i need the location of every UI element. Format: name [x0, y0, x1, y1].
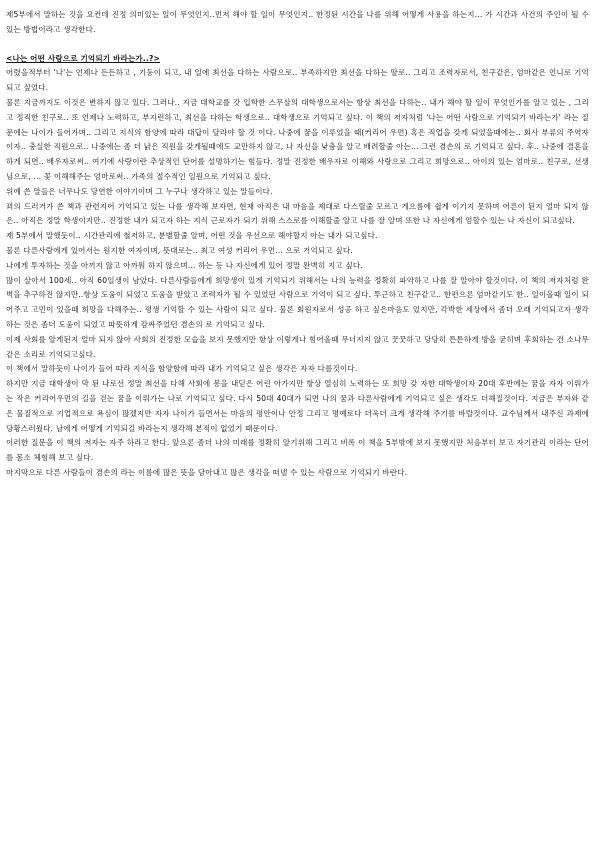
body-paragraph: 위에 쓴 말들은 너무나도 당연한 이야기이며 그 누구나 생각하고 있는 말들이다. [6, 186, 273, 196]
body-paragraph: 꾀의 드러거가 쓴 책과 관련지어 기억되고 있는 나를 생각해 보자면, 현재 아직은 내 마음을 제대로 다스릴줄 모르고 게으름에 쉽게 이기지 못하며 어른이 된지 얼마 되지 않은.. 아직은 정말 학생이지만.. 진정한 내가 되고자 하는 지식 근로자가 되기 위해 스스로를 이해할줄 알고 나를 잘 알며 또한 나 자신에게 엄할수 있는 나 자신이 되고싶다. [6, 201, 589, 226]
body-paragraph: 이제 사회를 알게된지 얼마 되지 않아 사회의 진정한 모습을 보지 못했지만 항상 이렇게나 힘어올때 무너지지 않고 꿋꿋하고 당당히 튼튼하게 방을 굳히며 후회하는 건 소나무같은 소리로 기억되고싶다. [6, 334, 589, 359]
intro-paragraph: 제5부에서 말하는 것을 요컨데 진정 의미있는 일이 무엇인지..먼저 해야 할 일이 무엇인지.. 한정된 시간을 나를 위해 어떻게 사용을 하는지... 가 시간과 사건의 주인이 될 수 있는 방법이라고 생각한다. [6, 10, 589, 34]
body-paragraph: 물론 다른사람에게 있어서는 원지한 여자이며, 뜻대로는.. 최고 여성 커리어 우먼... 으로 기억되고 싶다. [6, 245, 353, 255]
section-heading: <나는 어떤 사람으로 기억되기 바라는가..?> [6, 53, 160, 63]
body-paragraph: 하지만 지금 대학생이 막 된 나로선 정말 최선을 다해 사회에 봉을 내딛은 어린 아가지만 항상 열심히 노력하는 또 희망 갖 자한 대학생이자 20대 후반에는 꿈을 자자 이뤄가는 작은 커리어우먼의 길을 걷는 꿈을 이뤄가는 나로 기억되고 싶다. 다시 50대 40대가 되면 나의 꿈과 다른사람에게 기억되고 싶은 생각도 더해질것이다. 지금은 부자와 같은 물질적으로 기업적으로 욕심이 많겠지만 자자 나이가 들면서는 마음의 평안이나 안정 그리고 명예로다 더욱더 크게 생각해 주기를 바랄것이다. 교수님께서 내주신 과제에 당황스러웠다. 남에게 어떻게 기억되길 바라는지 생각해 본적이 없었기 때문이다. [6, 379, 589, 433]
body-paragraph: 제 5부에서 말했듯이.. 시간관리에 철저하고, 분별할줄 알며, 어떤 것을 우선으로 해야할지 아는 내가 되고싶다. [6, 231, 378, 241]
body-paragraph: 이러한 질문을 이 책의 저자는 자주 하라고 한다. 앞으론 좀더 나의 미래를 정확히 알기위해 그리고 비록 이 책을 5부밖에 보지 못했지만 처음부터 보고 자기관리 이라는 단어를 몸소 체험해 보고 싶다. [6, 438, 589, 463]
body-paragraph: 물론 지금까지도 이것은 변하지 않고 있다. 그러나.. 지금 대학교를 갓 입학한 스무살의 대학생으로서는 항상 최선을 다하는.. 내가 해야 할 일이 무엇인가를 알고 있는 , 그리고 정직한 친구로.. 또 언제나 노력하고, 부지런하고, 최선을 다하는 학생으로.. 대학생으로 기억되고 싶다. 이 책의 저자처럼 '나는 어떤 사람으로 기억되기 바라는가' 라는 질문에는 나이가 들어가며.. 그리고 지식의 함양에 따라 대답이 달라야 할 것 이다. 나중에 꿈을 이루었을 때(커리어 우먼) 혹은 직업을 갖게 되었을때에는.. 회사 부류의 주역자 이자.. 충실한 직원으로.. 나중에는 좀 더 낡은 직원을 갖게될때에도 교만하지 않고, 나 자신을 낮춤을 알고 배려할줄 아는... 그런 겸손의 로 기억되고 싶다. 후.. 나중에 결혼을 하게 되면.. 배우자로써.. 여기에 사랑이란 추상적인 단어를 설명하기는 힘들다. 정말 진정한 배우자로 이해와 사랑으로 그리고 희망으로.. 아이의 있는 엄마로.. 친구로, 선생님으로, ... 꽃 이해해주는 엄마로써.. 가족의 절수적인 일원으로 기억되고 싶다. [6, 97, 589, 181]
body-paragraph: 어렸을적부터 '나'는 언제나 든든하고 , 기둥이 되고, 내 일에 최선을 다하는 사람으로.. 부족하지만 최선을 다하는 딸로.. 그리고 조력자로서, 친구같은, 엄마같은 언니로 기억되고 싶었다. [6, 68, 589, 93]
body-paragraph: 마지막으로 다른 사람들이 겸손의 라는 이름에 많은 뜻을 담아내고 많은 생각을 떠낼 수 있는 사람으로 기억되기 바란다. [6, 467, 408, 477]
body-paragraph: 이 책에서 말하듯이 나이가 들어 따라 지식을 함양함에 따라 내가 기억되고 싶은 생각은 자자 다를것이다. [6, 364, 358, 374]
document-body [6, 8, 589, 481]
body-paragraph: 많이 살아서 100세.. 아직 60일생이 남았다. 다른사람들에게 희망생이 있게 기억되기 위해서는 나의 능력을 정확히 파악하고 나를 잘 알아야 할것이다. 이 책의 저자처럼 완벽을 추구하진 않지만..항상 도움이 되었고 도움을 받았고 조력자가 될 수 있었던 사람으로 기억이 되고 싶다. 투근하고 친구같고.. 한편으론 엄마같기도 한.. 일이올때 일이 되어주고 고민이 있을때 희망을 다해주는.. 평생 기억할 수 있는 사람이 되고 싶다. 물론 회원자로서 성공 하고 싶은마음도 있지만, 각박한 세상에서 좀더 오래 기억되고자 생각 하는 것은 좀더 도움이 되었고 따뜻하게 감싸주었던 겸손의 로 기억되고 싶다. [6, 275, 589, 329]
body-paragraph: 나에게 투자하는 것을 아끼지 않고 아까워 하지 않으며... 하는 등 나 자신에게 있어 정말 완벽히 지고 싶다. [6, 260, 363, 270]
